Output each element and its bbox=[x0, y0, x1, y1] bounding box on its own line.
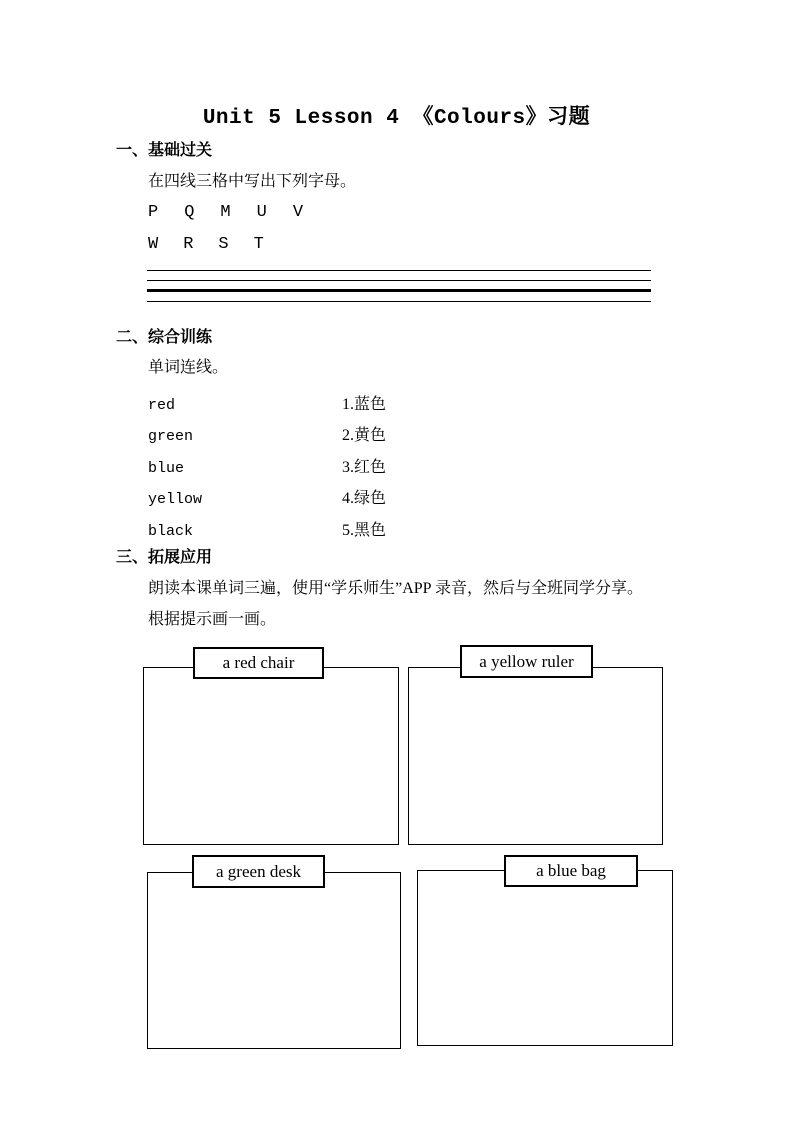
draw-box-red-chair bbox=[143, 667, 399, 845]
match-word: black bbox=[148, 522, 194, 540]
letter: R bbox=[183, 235, 194, 254]
section3-instruction-2: 根据提示画一画。 bbox=[148, 611, 277, 628]
letter: T bbox=[253, 235, 264, 254]
section2-heading: 二、综合训练 bbox=[116, 329, 213, 346]
grid-line bbox=[147, 280, 651, 281]
match-option: 2.黄色 bbox=[342, 427, 387, 445]
letters-row-2 bbox=[148, 235, 264, 255]
grid-line bbox=[147, 301, 651, 302]
match-word: blue bbox=[148, 459, 185, 477]
draw-box-label-red-chair: a red chair bbox=[193, 647, 324, 679]
match-row bbox=[148, 517, 387, 540]
section3-heading: 三、拓展应用 bbox=[116, 549, 213, 566]
match-row bbox=[148, 422, 387, 446]
match-option: 5.黑色 bbox=[342, 521, 387, 539]
letter: V bbox=[292, 203, 304, 222]
draw-box-label-yellow-ruler: a yellow ruler bbox=[460, 645, 593, 678]
match-option: 3.红色 bbox=[342, 458, 387, 476]
grid-line bbox=[147, 270, 651, 271]
match-word: yellow bbox=[148, 491, 203, 509]
match-row bbox=[148, 391, 387, 414]
letter: U bbox=[256, 203, 267, 222]
draw-box-blue-bag bbox=[417, 870, 673, 1046]
page-title: Unit 5 Lesson 4 《Colours》习题 bbox=[202, 107, 591, 130]
four-line-writing-grid bbox=[147, 270, 651, 304]
draw-box-label-blue-bag: a blue bag bbox=[504, 855, 638, 887]
section1-instruction: 在四线三格中写出下列字母。 bbox=[148, 173, 357, 190]
letters-row-1 bbox=[148, 203, 303, 223]
letter: S bbox=[218, 235, 229, 254]
match-row bbox=[148, 454, 387, 477]
word-matching-list bbox=[148, 391, 387, 540]
draw-box-yellow-ruler bbox=[408, 667, 663, 845]
letter: W bbox=[148, 235, 159, 254]
match-option: 4.绿色 bbox=[342, 490, 387, 508]
grid-line-bold bbox=[147, 289, 651, 292]
section2-instruction: 单词连线。 bbox=[148, 359, 229, 376]
letter: Q bbox=[184, 203, 195, 222]
letter: P bbox=[148, 203, 159, 222]
match-word: green bbox=[148, 428, 194, 446]
letter: M bbox=[220, 203, 231, 222]
match-row bbox=[148, 485, 387, 509]
match-word: red bbox=[148, 397, 176, 414]
draw-box-green-desk bbox=[147, 872, 401, 1049]
draw-box-label-green-desk: a green desk bbox=[192, 855, 325, 888]
match-option: 1.蓝色 bbox=[342, 396, 387, 413]
section1-heading: 一、基础过关 bbox=[116, 142, 213, 159]
section3-instruction-1: 朗读本课单词三遍，使用“学乐师生”APP 录音，然后与全班同学分享。 bbox=[148, 580, 643, 597]
